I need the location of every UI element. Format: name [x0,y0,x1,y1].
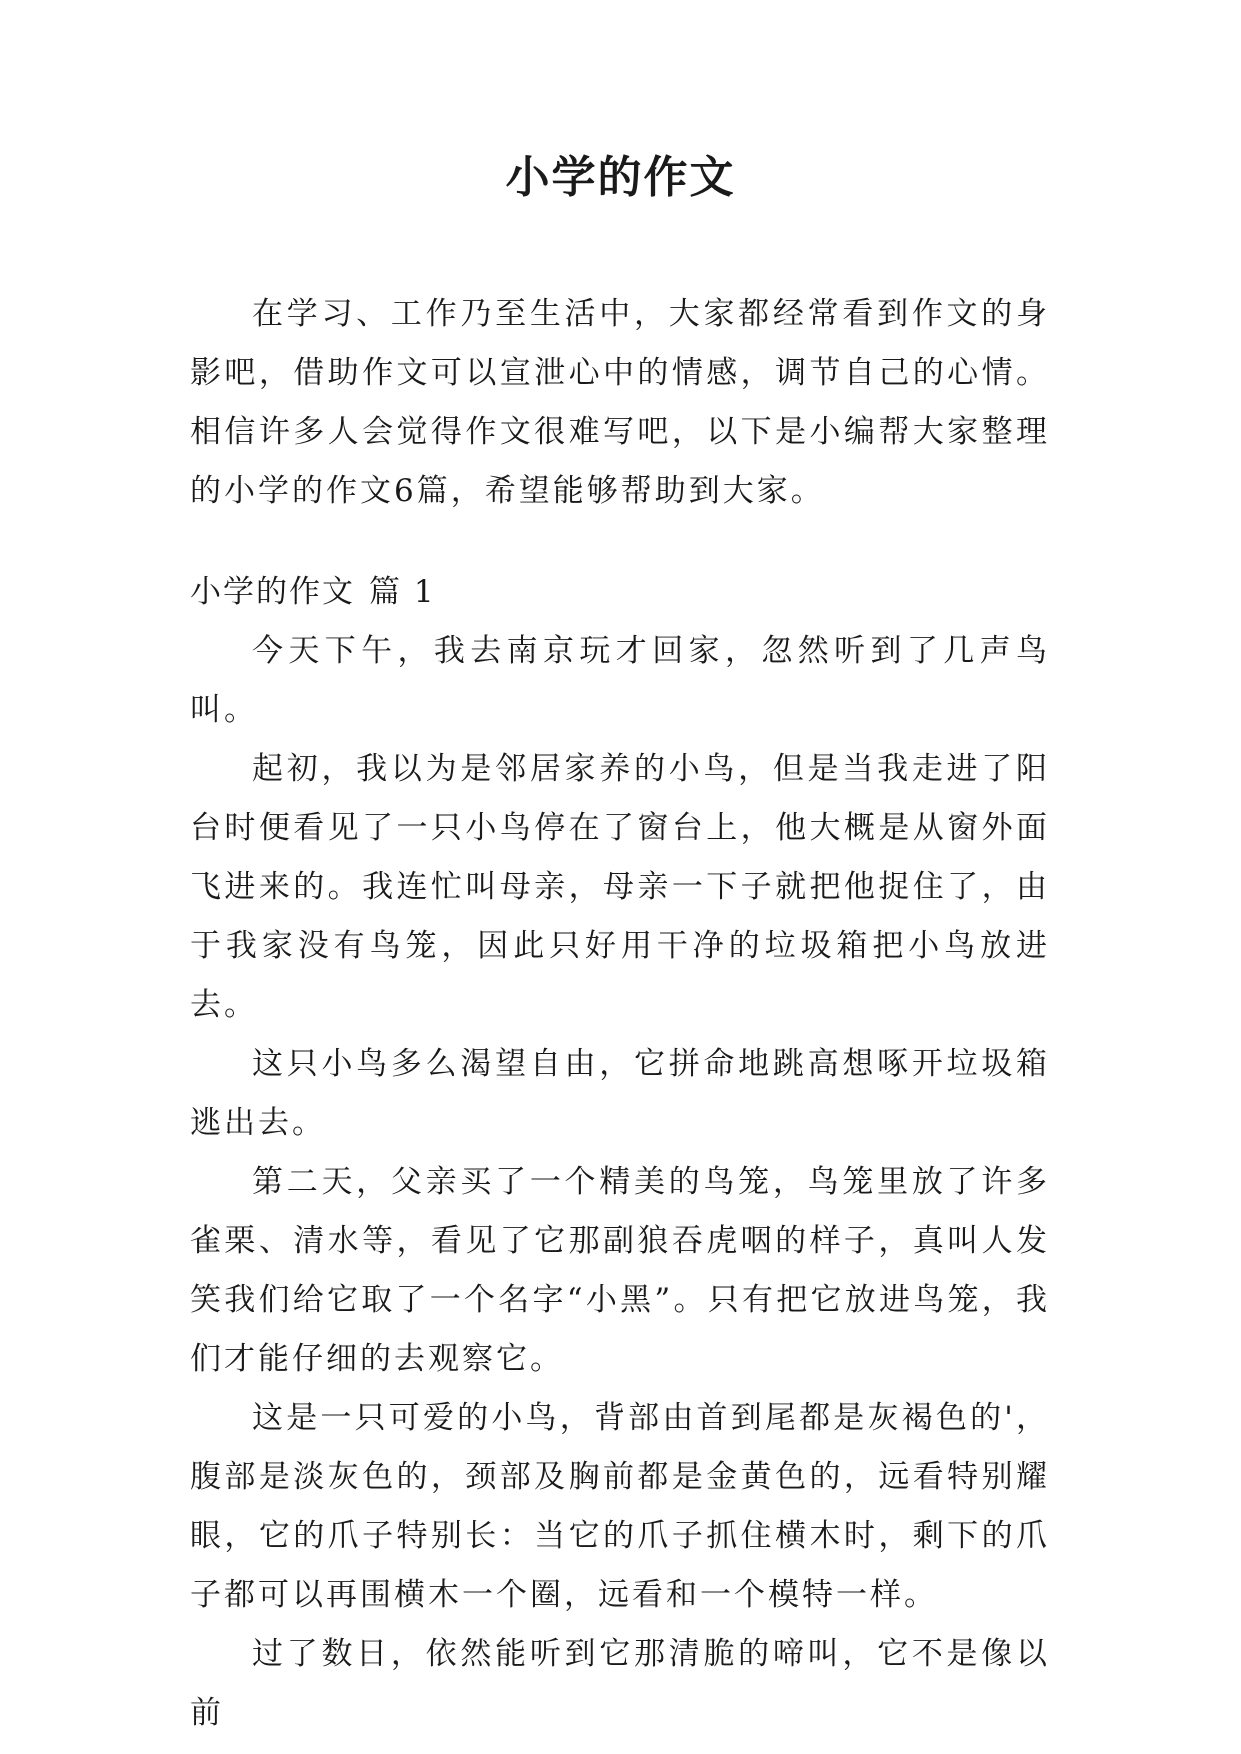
document-body [190,285,1050,1743]
intro-paragraph: 在学习、工作乃至生活中，大家都经常看到作文的身影吧，借助作文可以宣泄心中的情感，调节自己的心情。相信许多人会觉得作文很难写吧，以下是小编帮大家整理的小学的作文6篇，希望能够帮助到大家。 [190,296,1050,509]
body-paragraph: 这只小鸟多么渴望自由，它拼命地跳高想啄开垃圾箱逃出去。 [190,1046,1050,1141]
document-title: 小学的作文 [505,152,736,203]
body-paragraph: 今天下午，我去南京玩才回家，忽然听到了几声鸟叫。 [190,633,1050,728]
section-heading-part: 篇 1 [369,574,436,610]
body-paragraph: 起初，我以为是邻居家养的小鸟，但是当我走进了阳台时便看见了一只小鸟停在了窗台上，他大概是从窗外面飞进来的。我连忙叫母亲，母亲一下子就把他捉住了，由于我家没有鸟笼，因此只好用干净的垃圾箱把小鸟放进去。 [190,751,1050,1023]
body-paragraph: 第二天，父亲买了一个精美的鸟笼，鸟笼里放了许多雀栗、清水等，看见了它那副狼吞虎咽的样子，真叫人发笑我们给它取了一个名字“小黑”。只有把它放进鸟笼，我们才能仔细的去观察它。 [190,1164,1050,1377]
section-heading [190,563,1050,622]
body-paragraph: 这是一只可爱的小鸟，背部由首到尾都是灰褐色的'，腹部是淡灰色的，颈部及胸前都是金黄色的，远看特别耀眼，它的爪子特别长：当它的爪子抓住横木时，剩下的爪子都可以再围横木一个圈，远看和一个模特一样。 [190,1400,1050,1613]
body-paragraph: 过了数日，依然能听到它那清脆的啼叫，它不是像以前 [190,1636,1050,1731]
section-heading-title: 小学的作文 [190,574,355,610]
